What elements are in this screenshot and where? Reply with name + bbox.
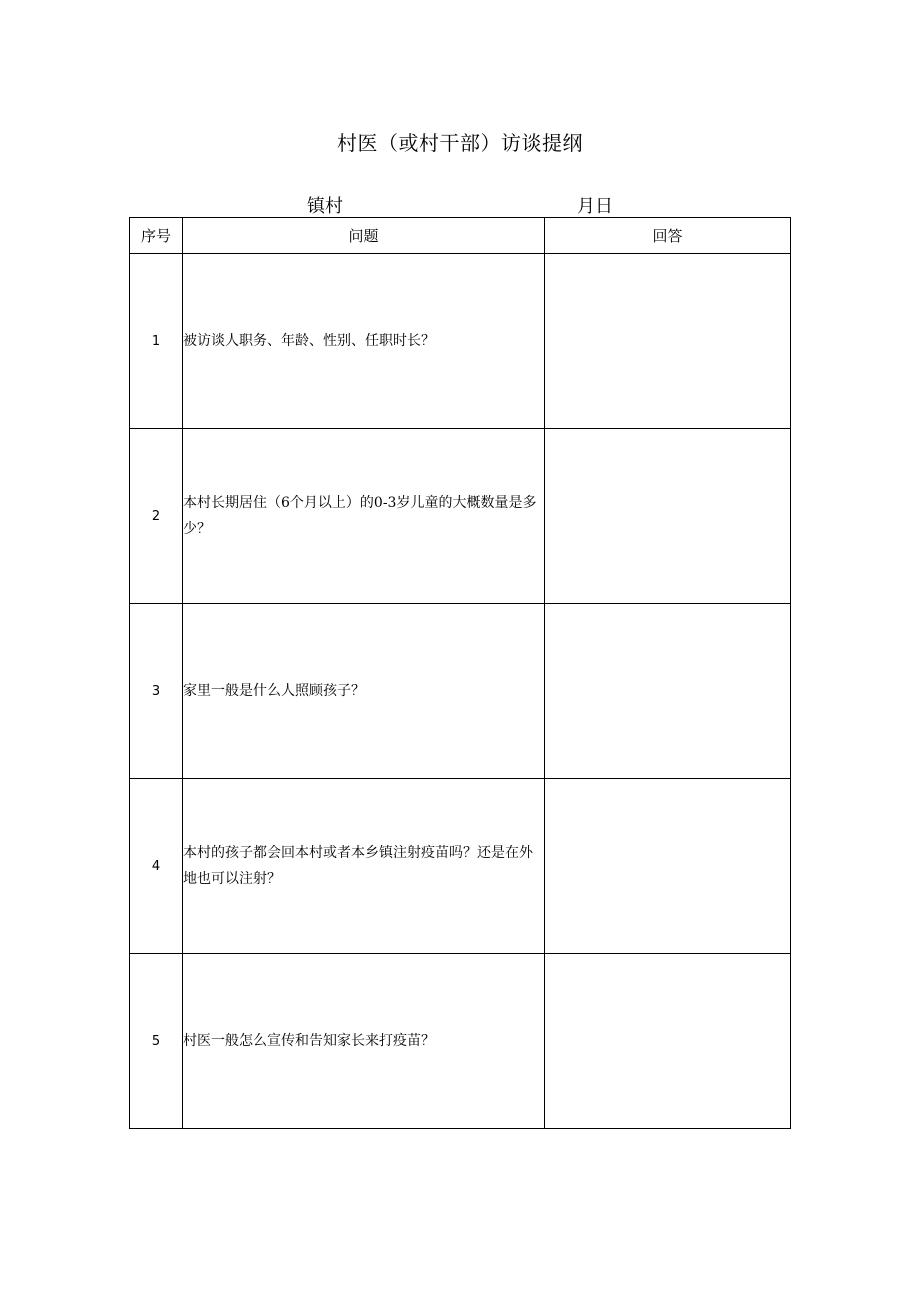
row-number: 1 <box>130 254 183 429</box>
township-village-label: 镇村 <box>307 196 343 217</box>
column-header-number: 序号 <box>130 218 183 254</box>
month-day-label: 月日 <box>577 196 613 217</box>
question-cell: 家里一般是什么人照顾孩子？ <box>183 604 545 779</box>
table-row <box>130 779 791 954</box>
answer-cell[interactable] <box>545 429 791 604</box>
column-header-question: 问题 <box>183 218 545 254</box>
document-title: 村医（或村干部）访谈提纲 <box>337 131 583 155</box>
table-header-row <box>130 218 791 254</box>
question-cell: 村医一般怎么宣传和告知家长来打疫苗？ <box>183 954 545 1129</box>
table-row <box>130 604 791 779</box>
answer-cell[interactable] <box>545 954 791 1129</box>
table-row <box>130 254 791 429</box>
row-number: 3 <box>130 604 183 779</box>
row-number: 4 <box>130 779 183 954</box>
question-cell: 本村长期居住（6个月以上）的0-3岁儿童的大概数量是多少？ <box>183 429 545 604</box>
table-row <box>130 429 791 604</box>
question-cell: 本村的孩子都会回本村或者本乡镇注射疫苗吗？还是在外地也可以注射？ <box>183 779 545 954</box>
interview-outline-table <box>129 217 791 1129</box>
row-number: 2 <box>130 429 183 604</box>
row-number: 5 <box>130 954 183 1129</box>
answer-cell[interactable] <box>545 254 791 429</box>
column-header-answer: 回答 <box>545 218 791 254</box>
answer-cell[interactable] <box>545 779 791 954</box>
table-row <box>130 954 791 1129</box>
question-cell: 被访谈人职务、年龄、性别、任职时长？ <box>183 254 545 429</box>
answer-cell[interactable] <box>545 604 791 779</box>
